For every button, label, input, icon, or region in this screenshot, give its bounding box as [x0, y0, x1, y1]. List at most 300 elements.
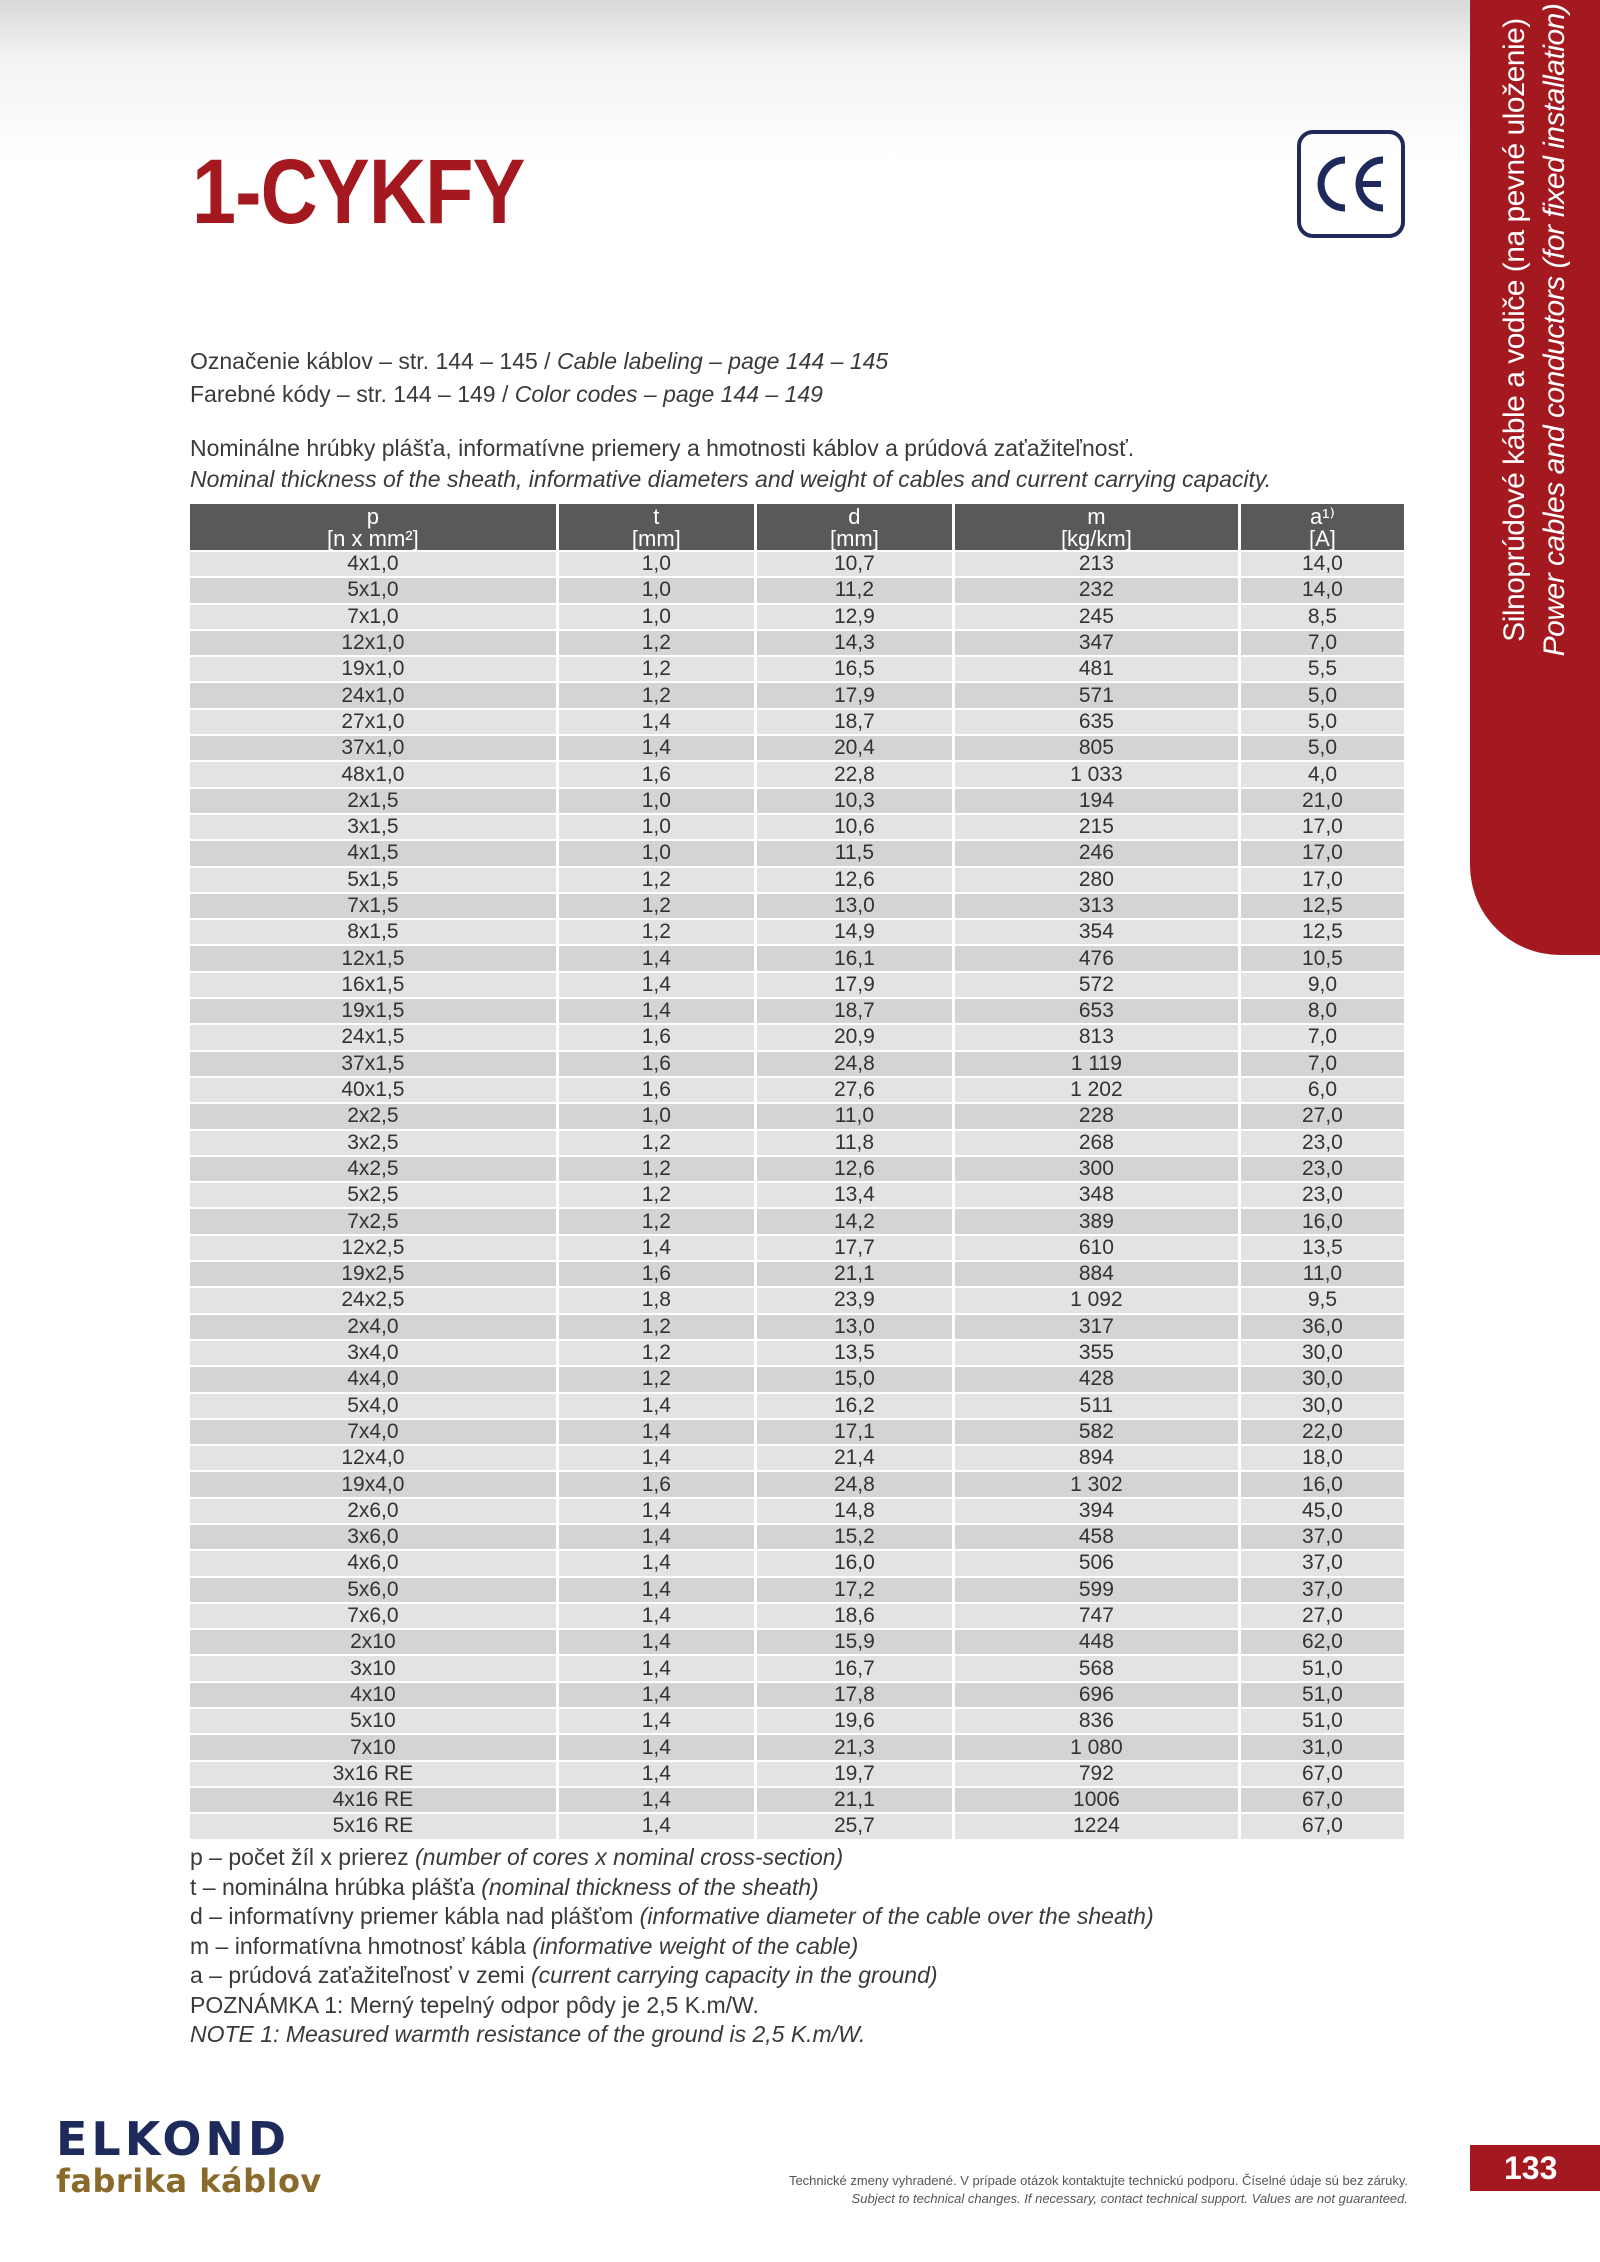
column-header [1241, 504, 1404, 550]
table-cell: 24x1,0 [190, 683, 556, 707]
table-cell: 313 [955, 894, 1238, 918]
table-cell: 16,2 [757, 1394, 952, 1418]
table-cell: 13,5 [757, 1341, 952, 1365]
table-cell: 17,1 [757, 1420, 952, 1444]
legend-line [190, 1932, 1154, 1962]
table-cell: 1,2 [559, 1157, 754, 1181]
table-cell: 9,0 [1241, 973, 1404, 997]
side-label-sk: Silnoprúdové káble a vodiče (na pevné uloženie) [1498, 18, 1531, 642]
table-cell: 448 [955, 1630, 1238, 1654]
column-unit: [n x mm²] [327, 526, 419, 551]
table-cell: 194 [955, 789, 1238, 813]
side-section-label [1495, 0, 1575, 740]
table-cell: 40x1,5 [190, 1078, 556, 1102]
table-cell: 2x2,5 [190, 1104, 556, 1128]
table-cell: 19x2,5 [190, 1262, 556, 1286]
table-cell: 37x1,5 [190, 1052, 556, 1076]
table-cell: 6,0 [1241, 1078, 1404, 1102]
table-cell: 1 202 [955, 1078, 1238, 1102]
table-cell: 17,0 [1241, 841, 1404, 865]
table-cell: 3x2,5 [190, 1131, 556, 1155]
table-row [190, 1446, 1404, 1470]
elkond-tagline: fabrika káblov [56, 2162, 322, 2200]
table-cell: 24x2,5 [190, 1288, 556, 1312]
table-cell: 1,0 [559, 841, 754, 865]
table-cell: 10,6 [757, 815, 952, 839]
table-cell: 30,0 [1241, 1394, 1404, 1418]
table-cell: 1,4 [559, 1656, 754, 1680]
table-cell: 12,6 [757, 1157, 952, 1181]
legend-text-sk: a – prúdová zaťažiteľnosť v zemi [190, 1962, 532, 1988]
table-cell: 14,8 [757, 1499, 952, 1523]
table-cell: 1,0 [559, 1104, 754, 1128]
table-cell: 48x1,0 [190, 762, 556, 786]
table-cell: 24,8 [757, 1052, 952, 1076]
color-codes-en: Color codes – page 144 – 149 [514, 381, 823, 407]
table-cell: 9,5 [1241, 1288, 1404, 1312]
table-cell: 5,0 [1241, 710, 1404, 734]
table-cell: 23,9 [757, 1288, 952, 1312]
legend-text-sk: d – informatívny priemer kábla nad plášťom [190, 1903, 640, 1929]
table-row [190, 1157, 1404, 1181]
table-cell: 1,6 [559, 762, 754, 786]
table-cell: 1 080 [955, 1735, 1238, 1759]
color-codes-sk: Farebné kódy – str. 144 – 149 / [190, 381, 515, 407]
table-cell: 3x10 [190, 1656, 556, 1680]
table-row [190, 552, 1404, 576]
table-cell: 215 [955, 815, 1238, 839]
table-row [190, 1209, 1404, 1233]
table-cell: 7x10 [190, 1735, 556, 1759]
table-cell: 24x1,5 [190, 1025, 556, 1049]
table-cell: 14,2 [757, 1209, 952, 1233]
table-cell: 3x6,0 [190, 1525, 556, 1549]
column-symbol: p [366, 504, 380, 529]
table-row [190, 1735, 1404, 1759]
table-cell: 7x2,5 [190, 1209, 556, 1233]
table-cell: 5x4,0 [190, 1394, 556, 1418]
legend-line [190, 1991, 1154, 2021]
table-cell: 1 302 [955, 1472, 1238, 1496]
table-row [190, 1052, 1404, 1076]
table-cell: 19,6 [757, 1709, 952, 1733]
table-cell: 20,9 [757, 1025, 952, 1049]
table-cell: 13,5 [1241, 1236, 1404, 1260]
table-row [190, 683, 1404, 707]
legend-text-en: NOTE 1: Measured warmth resistance of the ground is 2,5 K.m/W. [190, 2021, 866, 2047]
table-cell: 228 [955, 1104, 1238, 1128]
table-cell: 3x1,5 [190, 815, 556, 839]
table-cell: 428 [955, 1367, 1238, 1391]
table-cell: 300 [955, 1157, 1238, 1181]
column-symbol: t [653, 504, 660, 529]
table-cell: 572 [955, 973, 1238, 997]
table-cell: 213 [955, 552, 1238, 576]
table-row [190, 1394, 1404, 1418]
table-row [190, 920, 1404, 944]
table-cell: 1,0 [559, 815, 754, 839]
table-cell: 30,0 [1241, 1367, 1404, 1391]
table-cell: 7,0 [1241, 1052, 1404, 1076]
table-cell: 12,9 [757, 605, 952, 629]
table-cell: 18,7 [757, 710, 952, 734]
table-cell: 5,5 [1241, 657, 1404, 681]
table-cell: 571 [955, 683, 1238, 707]
table-cell: 8,0 [1241, 999, 1404, 1023]
table-cell: 1,4 [559, 973, 754, 997]
table-cell: 8,5 [1241, 605, 1404, 629]
table-cell: 1,4 [559, 1551, 754, 1575]
table-row [190, 1578, 1404, 1602]
table-cell: 7x6,0 [190, 1604, 556, 1628]
legend-text-sk: t – nominálna hrúbka plášťa [190, 1873, 482, 1900]
table-row [190, 762, 1404, 786]
table-cell: 17,2 [757, 1578, 952, 1602]
table-cell: 1,4 [559, 1578, 754, 1602]
table-cell: 19x1,0 [190, 657, 556, 681]
table-cell: 4x1,0 [190, 552, 556, 576]
table-row [190, 578, 1404, 602]
side-label-en: Power cables and conductors (for fixed installation) [1538, 3, 1571, 657]
table-row [190, 605, 1404, 629]
table-cell: 1,6 [559, 1472, 754, 1496]
table-row [190, 1078, 1404, 1102]
table-cell: 1,2 [559, 1315, 754, 1339]
table-cell: 3x4,0 [190, 1341, 556, 1365]
table-header [190, 504, 1404, 550]
cable-data-table [187, 502, 1407, 1841]
table-cell: 1224 [955, 1814, 1238, 1838]
table-cell: 280 [955, 868, 1238, 892]
table-cell: 62,0 [1241, 1630, 1404, 1654]
table-cell: 506 [955, 1551, 1238, 1575]
table-cell: 1,0 [559, 605, 754, 629]
table-header-row [190, 504, 1404, 550]
column-unit: [kg/km] [1060, 526, 1132, 551]
table-cell: 13,4 [757, 1183, 952, 1207]
table-cell: 21,1 [757, 1262, 952, 1286]
table-cell: 347 [955, 631, 1238, 655]
table-cell: 10,3 [757, 789, 952, 813]
table-cell: 1,4 [559, 1630, 754, 1654]
table-cell: 16,5 [757, 657, 952, 681]
table-cell: 1,4 [559, 1683, 754, 1707]
table-cell: 481 [955, 657, 1238, 681]
table-cell: 4x10 [190, 1683, 556, 1707]
table-cell: 2x4,0 [190, 1315, 556, 1339]
column-unit: [mm] [829, 526, 879, 551]
table-cell: 805 [955, 736, 1238, 760]
table-cell: 51,0 [1241, 1709, 1404, 1733]
table-cell: 16x1,5 [190, 973, 556, 997]
table-cell: 14,0 [1241, 552, 1404, 576]
table-cell: 610 [955, 1236, 1238, 1260]
table-cell: 16,0 [757, 1551, 952, 1575]
table-row [190, 1367, 1404, 1391]
table-cell: 10,7 [757, 552, 952, 576]
table-row [190, 789, 1404, 813]
table-cell: 1,8 [559, 1288, 754, 1312]
table-cell: 17,0 [1241, 815, 1404, 839]
table-cell: 1,4 [559, 1499, 754, 1523]
table-row [190, 1262, 1404, 1286]
table-cell: 5x2,5 [190, 1183, 556, 1207]
table-cell: 12x4,0 [190, 1446, 556, 1470]
table-cell: 4x1,5 [190, 841, 556, 865]
elkond-logo: ELKOND [56, 2112, 291, 2166]
table-cell: 19x1,5 [190, 999, 556, 1023]
cable-labeling-ref [190, 348, 888, 375]
table-cell: 1,4 [559, 1788, 754, 1812]
table-cell: 12x1,0 [190, 631, 556, 655]
table-cell: 1,4 [559, 1236, 754, 1260]
table-cell: 3x16 RE [190, 1762, 556, 1786]
table-cell: 45,0 [1241, 1499, 1404, 1523]
table-cell: 37x1,0 [190, 736, 556, 760]
table-cell: 884 [955, 1262, 1238, 1286]
table-cell: 13,0 [757, 1315, 952, 1339]
table-row [190, 894, 1404, 918]
table-cell: 5x16 RE [190, 1814, 556, 1838]
table-cell: 1,4 [559, 1709, 754, 1733]
column-header [559, 504, 754, 550]
table-cell: 16,1 [757, 946, 952, 970]
table-cell: 12x2,5 [190, 1236, 556, 1260]
table-cell: 1,0 [559, 552, 754, 576]
table-cell: 1,4 [559, 736, 754, 760]
legend-line [190, 1873, 1154, 1903]
table-row [190, 815, 1404, 839]
table-cell: 792 [955, 1762, 1238, 1786]
table-cell: 635 [955, 710, 1238, 734]
table-cell: 1,4 [559, 946, 754, 970]
table-row [190, 999, 1404, 1023]
table-cell: 2x6,0 [190, 1499, 556, 1523]
table-cell: 67,0 [1241, 1762, 1404, 1786]
table-cell: 476 [955, 946, 1238, 970]
table-cell: 1,4 [559, 1446, 754, 1470]
table-row [190, 1104, 1404, 1128]
table-cell: 37,0 [1241, 1525, 1404, 1549]
table-row [190, 710, 1404, 734]
table-cell: 23,0 [1241, 1183, 1404, 1207]
table-cell: 268 [955, 1131, 1238, 1155]
table-row [190, 1683, 1404, 1707]
cable-labeling-en: Cable labeling – page 144 – 145 [556, 348, 889, 374]
table-cell: 12,6 [757, 868, 952, 892]
table-cell: 232 [955, 578, 1238, 602]
table-cell: 394 [955, 1499, 1238, 1523]
table-cell: 1,2 [559, 683, 754, 707]
table-cell: 1,4 [559, 1735, 754, 1759]
column-header [757, 504, 952, 550]
table-cell: 1,2 [559, 920, 754, 944]
table-cell: 1,2 [559, 631, 754, 655]
table-cell: 1,4 [559, 1525, 754, 1549]
legend-text-sk: p – počet žíl x prierez [190, 1844, 415, 1870]
table-cell: 16,7 [757, 1656, 952, 1680]
table-row [190, 1341, 1404, 1365]
table-cell: 1,2 [559, 1209, 754, 1233]
table-cell: 1,2 [559, 1131, 754, 1155]
table-cell: 894 [955, 1446, 1238, 1470]
table-row [190, 1499, 1404, 1523]
table-row [190, 1656, 1404, 1680]
table-cell: 5x1,5 [190, 868, 556, 892]
table-cell: 389 [955, 1209, 1238, 1233]
table-row [190, 1630, 1404, 1654]
table-cell: 21,3 [757, 1735, 952, 1759]
table-row [190, 1604, 1404, 1628]
table-cell: 67,0 [1241, 1814, 1404, 1838]
legend-text-en: (informative diameter of the cable over the sheath) [639, 1903, 1154, 1929]
table-row [190, 1788, 1404, 1812]
table-cell: 568 [955, 1656, 1238, 1680]
table-row [190, 657, 1404, 681]
legend-text-en: (number of cores x nominal cross-section) [415, 1844, 844, 1870]
table-cell: 11,0 [757, 1104, 952, 1128]
table-cell: 37,0 [1241, 1551, 1404, 1575]
table-cell: 1,6 [559, 1025, 754, 1049]
table-cell: 23,0 [1241, 1131, 1404, 1155]
table-row [190, 868, 1404, 892]
table-cell: 17,0 [1241, 868, 1404, 892]
table-cell: 19,7 [757, 1762, 952, 1786]
legend-line [190, 1843, 1154, 1873]
table-cell: 17,8 [757, 1683, 952, 1707]
table-cell: 15,0 [757, 1367, 952, 1391]
table-cell: 16,0 [1241, 1209, 1404, 1233]
table-row [190, 1288, 1404, 1312]
table-cell: 2x10 [190, 1630, 556, 1654]
legend-line [190, 1961, 1154, 1991]
table-cell: 10,5 [1241, 946, 1404, 970]
legend-text-sk: POZNÁMKA 1: Merný tepelný odpor pôdy je 2,5 K.m/W. [190, 1991, 759, 2018]
table-cell: 14,0 [1241, 578, 1404, 602]
table-cell: 18,7 [757, 999, 952, 1023]
table-cell: 31,0 [1241, 1735, 1404, 1759]
table-caption-en: Nominal thickness of the sheath, informative diameters and weight of cables and current carrying capacity. [190, 466, 1272, 492]
table-row [190, 973, 1404, 997]
page-number: 133 [1470, 2145, 1600, 2191]
table-cell: 1,4 [559, 1394, 754, 1418]
table-cell: 696 [955, 1683, 1238, 1707]
table-body [190, 552, 1404, 1839]
table-cell: 17,9 [757, 973, 952, 997]
table-cell: 1006 [955, 1788, 1238, 1812]
table-row [190, 1472, 1404, 1496]
table-cell: 8x1,5 [190, 920, 556, 944]
table-row [190, 1131, 1404, 1155]
table-cell: 16,0 [1241, 1472, 1404, 1496]
table-cell: 18,6 [757, 1604, 952, 1628]
table-cell: 1,4 [559, 1604, 754, 1628]
table-row [190, 736, 1404, 760]
table-cell: 7,0 [1241, 631, 1404, 655]
legend-text-en: (informative weight of the cable) [532, 1932, 859, 1959]
table-cell: 17,9 [757, 683, 952, 707]
table-cell: 5x1,0 [190, 578, 556, 602]
ce-logo-icon [1311, 150, 1391, 218]
table-cell: 11,2 [757, 578, 952, 602]
table-cell: 355 [955, 1341, 1238, 1365]
legend-line [190, 1902, 1154, 1932]
table-cell: 23,0 [1241, 1157, 1404, 1181]
table-cell: 13,0 [757, 894, 952, 918]
table-cell: 7x1,5 [190, 894, 556, 918]
table-row [190, 1315, 1404, 1339]
column-symbol: d [848, 504, 861, 529]
table-cell: 1,6 [559, 1052, 754, 1076]
table-cell: 813 [955, 1025, 1238, 1049]
table-row [190, 1236, 1404, 1260]
table-caption-sk: Nominálne hrúbky plášťa, informatívne priemery a hmotnosti káblov a prúdová zaťažiteľnosť. [190, 435, 1135, 461]
table-cell: 5x6,0 [190, 1578, 556, 1602]
table-cell: 1,4 [559, 1814, 754, 1838]
legend-text-sk: m – informatívna hmotnosť kábla [190, 1932, 533, 1959]
table-cell: 1 033 [955, 762, 1238, 786]
table-row [190, 1551, 1404, 1575]
footer-disclaimer-sk: Technické zmeny vyhradené. V prípade otázok kontaktujte technickú podporu. Číselné údaje sú bez záruky. [788, 2173, 1408, 2188]
table-cell: 21,0 [1241, 789, 1404, 813]
table-cell: 1,4 [559, 710, 754, 734]
ce-mark-icon [1297, 130, 1405, 238]
table-cell: 317 [955, 1315, 1238, 1339]
table-cell: 1,6 [559, 1262, 754, 1286]
cable-labeling-sk: Označenie káblov – str. 144 – 145 / [190, 348, 557, 374]
table-row [190, 1420, 1404, 1444]
table-cell: 7x4,0 [190, 1420, 556, 1444]
table-cell: 653 [955, 999, 1238, 1023]
legend-text-en: (current carrying capacity in the ground) [531, 1962, 938, 1988]
table-cell: 1,2 [559, 1341, 754, 1365]
table-cell: 1,4 [559, 999, 754, 1023]
table-row [190, 1525, 1404, 1549]
table-cell: 4x4,0 [190, 1367, 556, 1391]
table-cell: 1,2 [559, 657, 754, 681]
table-cell: 30,0 [1241, 1341, 1404, 1365]
table-cell: 37,0 [1241, 1578, 1404, 1602]
table-cell: 348 [955, 1183, 1238, 1207]
table-cell: 67,0 [1241, 1788, 1404, 1812]
table-cell: 7x1,0 [190, 605, 556, 629]
table-row [190, 1762, 1404, 1786]
table-cell: 511 [955, 1394, 1238, 1418]
table-cell: 1,0 [559, 578, 754, 602]
table-cell: 5,0 [1241, 683, 1404, 707]
table-cell: 27x1,0 [190, 710, 556, 734]
table-cell: 19x4,0 [190, 1472, 556, 1496]
table-cell: 354 [955, 920, 1238, 944]
table-cell: 36,0 [1241, 1315, 1404, 1339]
table-row [190, 631, 1404, 655]
table-cell: 21,4 [757, 1446, 952, 1470]
table-row [190, 841, 1404, 865]
table-row [190, 946, 1404, 970]
color-codes-ref [190, 381, 823, 408]
table-cell: 4,0 [1241, 762, 1404, 786]
table-cell: 1 092 [955, 1288, 1238, 1312]
legend-line [190, 2020, 1154, 2050]
column-unit: [mm] [631, 526, 681, 551]
table-cell: 1,2 [559, 1367, 754, 1391]
table-cell: 14,3 [757, 631, 952, 655]
table-cell: 17,7 [757, 1236, 952, 1260]
table-cell: 4x6,0 [190, 1551, 556, 1575]
table-cell: 7,0 [1241, 1025, 1404, 1049]
table-cell: 1,6 [559, 1078, 754, 1102]
table-cell: 458 [955, 1525, 1238, 1549]
